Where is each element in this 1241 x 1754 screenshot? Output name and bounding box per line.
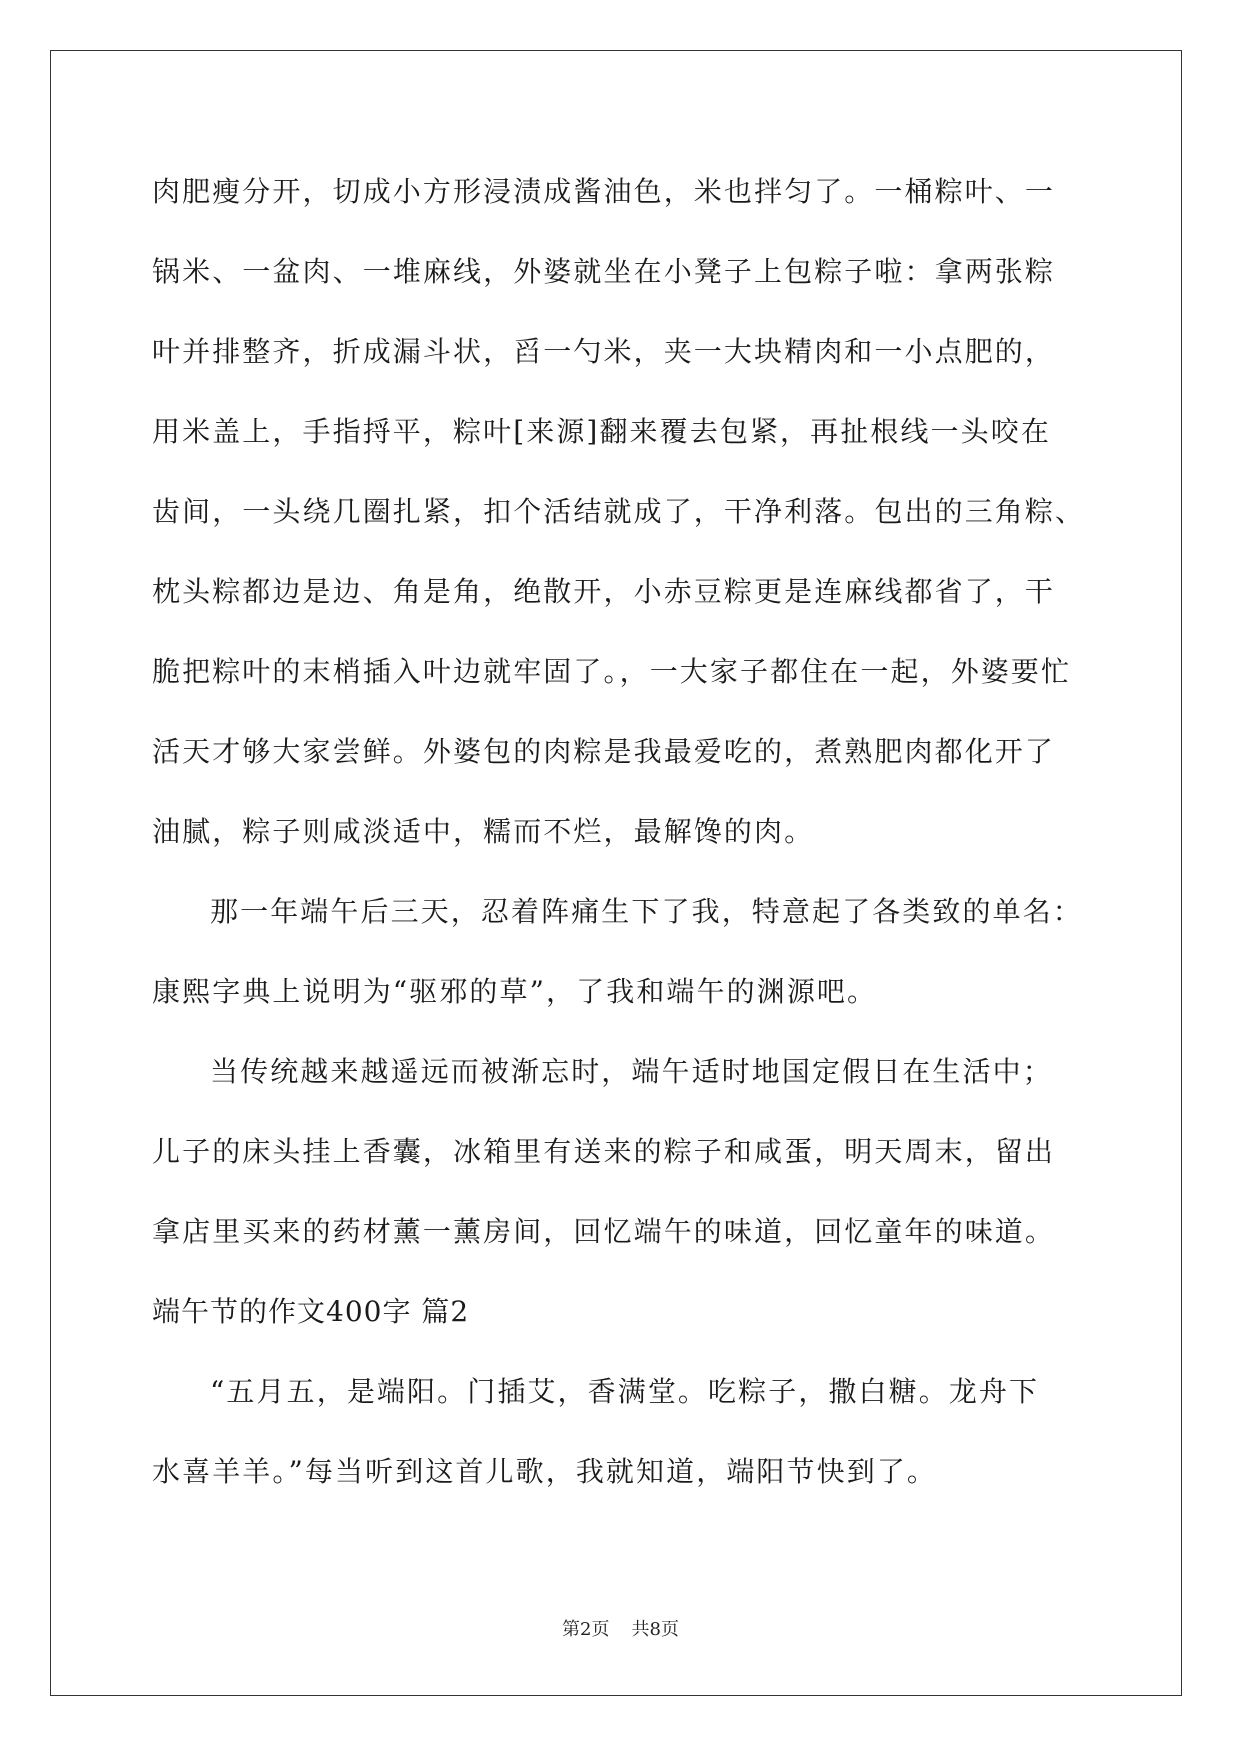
text-line: 拿店里买来的药材薰一薰房间，回忆端午的味道，回忆童年的味道。 bbox=[152, 1215, 1056, 1248]
document-body bbox=[152, 152, 1112, 1512]
text-line: 枕头粽都边是边、角是角，绝散开，小赤豆粽更是连麻线都省了，干 bbox=[152, 575, 1056, 608]
page-total: 共8页 bbox=[631, 1619, 679, 1640]
text-line: 脆把粽叶的末梢插入叶边就牢固了。，一大家子都住在一起，外婆要忙 bbox=[152, 655, 1072, 688]
page-footer bbox=[0, 1615, 1241, 1641]
page-number: 第2页 bbox=[562, 1619, 610, 1640]
text-line: 油腻，粽子则咸淡适中，糯而不烂，最解馋的肉。 bbox=[152, 815, 815, 848]
text-line: 康熙字典上说明为“驱邪的草”，了我和端午的渊源吧。 bbox=[152, 975, 878, 1008]
text-line: 那一年端午后三天，忍着阵痛生下了我，特意起了各类致的单名： bbox=[210, 895, 1083, 928]
section-heading: 端午节的作文400字 篇2 bbox=[152, 1295, 470, 1328]
text-line: 用米盖上，手指捋平，粽叶[来源]翻来覆去包紧，再扯根线一头咬在 bbox=[152, 415, 1051, 448]
text-line: 肉肥瘦分开，切成小方形浸渍成酱油色，米也拌匀了。一桶粽叶、一 bbox=[152, 175, 1056, 208]
text-line: 当传统越来越遥远而被渐忘时，端午适时地国定假日在生活中； bbox=[210, 1055, 1053, 1088]
text-line: 水喜羊羊。”每当听到这首儿歌，我就知道，端阳节快到了。 bbox=[152, 1455, 938, 1488]
text-line: 叶并排整齐，折成漏斗状，舀一勺米，夹一大块精肉和一小点肥的， bbox=[152, 335, 1056, 368]
text-line: “五月五，是端阳。门插艾，香满堂。吃粽子，撒白糖。龙舟下 bbox=[210, 1375, 1040, 1408]
text-line: 齿间，一头绕几圈扎紧，扣个活结就成了，干净利落。包出的三角粽、 bbox=[152, 495, 1086, 528]
text-line: 儿子的床头挂上香囊，冰箱里有送来的粽子和咸蛋，明天周末，留出 bbox=[152, 1135, 1056, 1168]
text-line: 锅米、一盆肉、一堆麻线，外婆就坐在小凳子上包粽子啦：拿两张粽 bbox=[152, 255, 1056, 288]
text-line: 活天才够大家尝鲜。外婆包的肉粽是我最爱吃的，煮熟肥肉都化开了 bbox=[152, 735, 1056, 768]
